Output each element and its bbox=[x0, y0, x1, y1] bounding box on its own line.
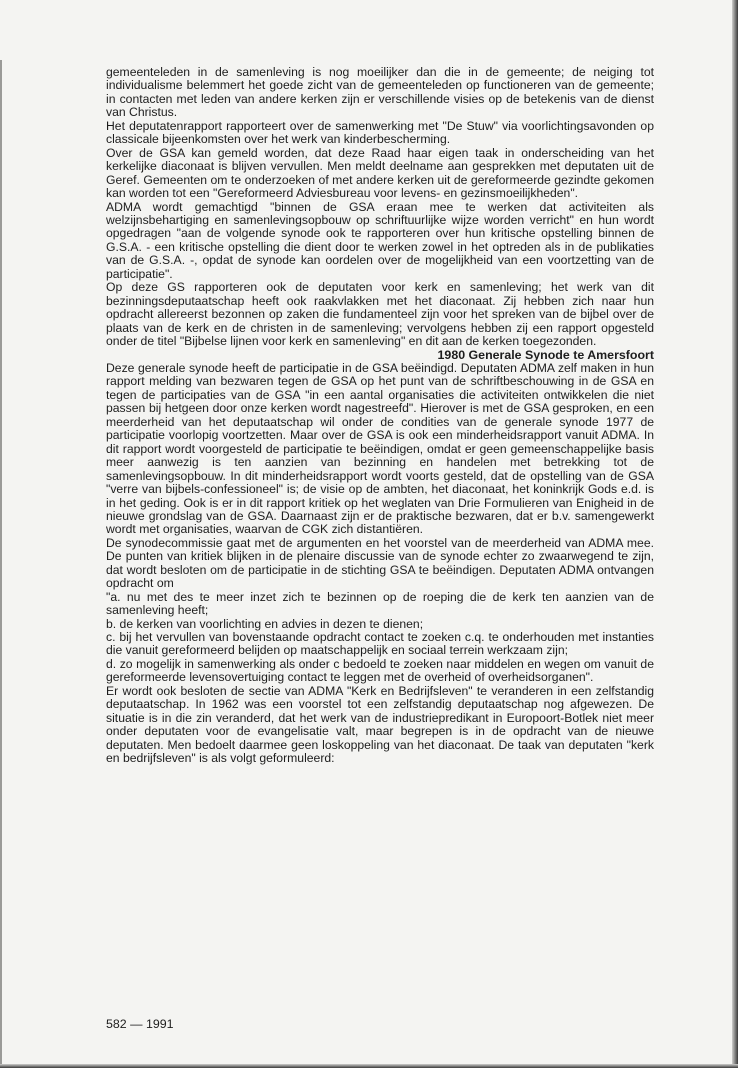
list-item: "a. nu met des te meer inzet zich te bezinnen op de roeping die de kerk ten aanzien van de samenleving heeft; bbox=[106, 589, 654, 618]
list-item: c. bij het vervullen van bovenstaande opdracht contact te zoeken c.q. te onderhouden met instanties die vanuit gereformeerd belijden op maatschappelijk en sociaal terrein werkzaam zijn; bbox=[106, 630, 654, 658]
paragraph: Op deze GS rapporteren ook de deputaten voor kerk en samenleving; het werk van dit bezinningsdeputaatschap heeft ook raakvlakken met het diaconaat. Zij hebben zich naar hun opdracht allereerst bezonnen op zaken die fundamenteel zijn voor het spreken van de bijbel over de plaats van de kerk en de christen in de samenleving; vervolgens hebben zij een rapport opgesteld onder de titel "Bijbelse lijnen voor kerk en samenleving" en dit aan de kerken toegezonden. bbox=[106, 280, 654, 349]
paragraph: Over de GSA kan gemeld worden, dat deze Raad haar eigen taak in onderscheiding van het kerkelijke diaconaat is blijven vervullen. Men meldt deelname aan gesprekken met deputaten uit de Geref. Gemeenten om te onderzoeken of met andere kerken uit de gereformeerde gezindte gekomen kan worden tot een "Gereformeerd Adviesbureau voor levens- en gezinsmoeilijkheden". bbox=[106, 145, 654, 201]
section-heading: 1980 Generale Synode te Amersfoort bbox=[437, 347, 654, 362]
paragraph: ADMA wordt gemachtigd "binnen de GSA eraan mee te werken dat activiteiten als welzijnsbehartiging en samenlevingsopbouw op schriftuurlijke wijze worden verricht" en hun wordt opgedragen "aan de volgende synode ook te rapporteren over hun kritische opstelling binnen de G.S.A. - een kritische opstelling die dient door te werken zowel in het optreden als in de publikaties van de G.S.A. -, opdat de synode kan oordelen over de mogelijkheid van een voortzetting van de participatie". bbox=[106, 199, 654, 281]
page-footer: 582 — 1991 bbox=[106, 1017, 174, 1031]
body-text bbox=[106, 66, 654, 766]
page-left-edge bbox=[0, 60, 2, 1068]
list-item: b. de kerken van voorlichting en advies in dezen te dienen; bbox=[106, 616, 424, 631]
paragraph: Deze generale synode heeft de participatie in de GSA beëindigd. Deputaten ADMA zelf maken in hun rapport melding van bezwaren tegen de GSA op het punt van de schriftbeschouwing in de GSA en tegen de participaties van de GSA "in een aantal organisaties die activiteiten ontwikkelen die niet passen bij hetgeen door onze kerken wordt nagestreefd". Hierover is met de GSA gesproken, en een meerderheid van het deputaatschap wil onder de condities van de generale synode 1977 de participatie voorlopig voortzetten. Maar over de GSA is ook een minderheidsrapport vanuit ADMA. In dit rapport wordt voorgesteld de participatie te beëindigen, omdat er geen gemeenschappelijke basis meer aanwezig is ten aanzien van bezinning en handelen met betrekking tot de samenlevingsopbouw. In dit minderheidsrapport wordt voorts gesteld, dat de opstelling van de GSA "verre van bijbels-confessioneel" is; de visie op de ambten, het diaconaat, het koninkrijk Gods e.d. is in het geding. Ook is er in dit rapport kritiek op het weglaten van Drie Formulieren van Enigheid in de nieuwe grondslag van de GSA. Daarnaast zijn er de praktische bezwaren, dat er b.v. samengewerkt wordt met organisaties, waarvan de CGK zich distantiëren. bbox=[106, 360, 654, 537]
paragraph: Het deputatenrapport rapporteert over de samenwerking met "De Stuw" via voorlichtingsavonden op classicale bijeenkomsten over het werk van kinderbescherming. bbox=[106, 118, 654, 147]
paragraph: Er wordt ook besloten de sectie van ADMA "Kerk en Bedrijfsleven" te veranderen in een zelfstandig deputaatschap. In 1962 was een voorstel tot een zelfstandig deputaatschap nog afgewezen. De situatie is in die zin veranderd, dat het werk van de industriepredikant in Europoort-Botlek niet meer onder deputaten voor de evangelisatie valt, maar begrepen is in de opdracht van de nieuwe deputaten. Men bedoelt daarmee geen loskoppeling van het diaconaat. De taak van deputaten "kerk en bedrijfsleven" is als volgt geformuleerd: bbox=[106, 683, 654, 766]
paragraph: De synodecommissie gaat met de argumenten en het voorstel van de meerderheid van ADMA mee. De punten van kritiek blijken in de plenaire discussie van de synode echter zo zwaarwegend te zijn, dat wordt besloten om de participatie in de stichting GSA te beëindigen. Deputaten ADMA ontvangen opdracht om bbox=[106, 535, 654, 591]
paragraph: gemeenteleden in de samenleving is nog moeilijker dan die in de gemeente; de neiging tot individualisme belemmert het goede zicht van de gemeenteleden op functioneren van de gemeente; in contacten met leden van andere kerken zijn er verschillende visies op de betekenis van de dienst van Christus. bbox=[106, 65, 654, 120]
page-right-edge bbox=[732, 0, 738, 1068]
page-bottom-edge bbox=[0, 1064, 738, 1068]
list-item: d. zo mogelijk in samenwerking als onder c bedoeld te zoeken naar middelen en wegen om vanuit de gereformeerde levensovertuiging contact te leggen met de overheid of overheidsorganen". bbox=[106, 656, 654, 685]
